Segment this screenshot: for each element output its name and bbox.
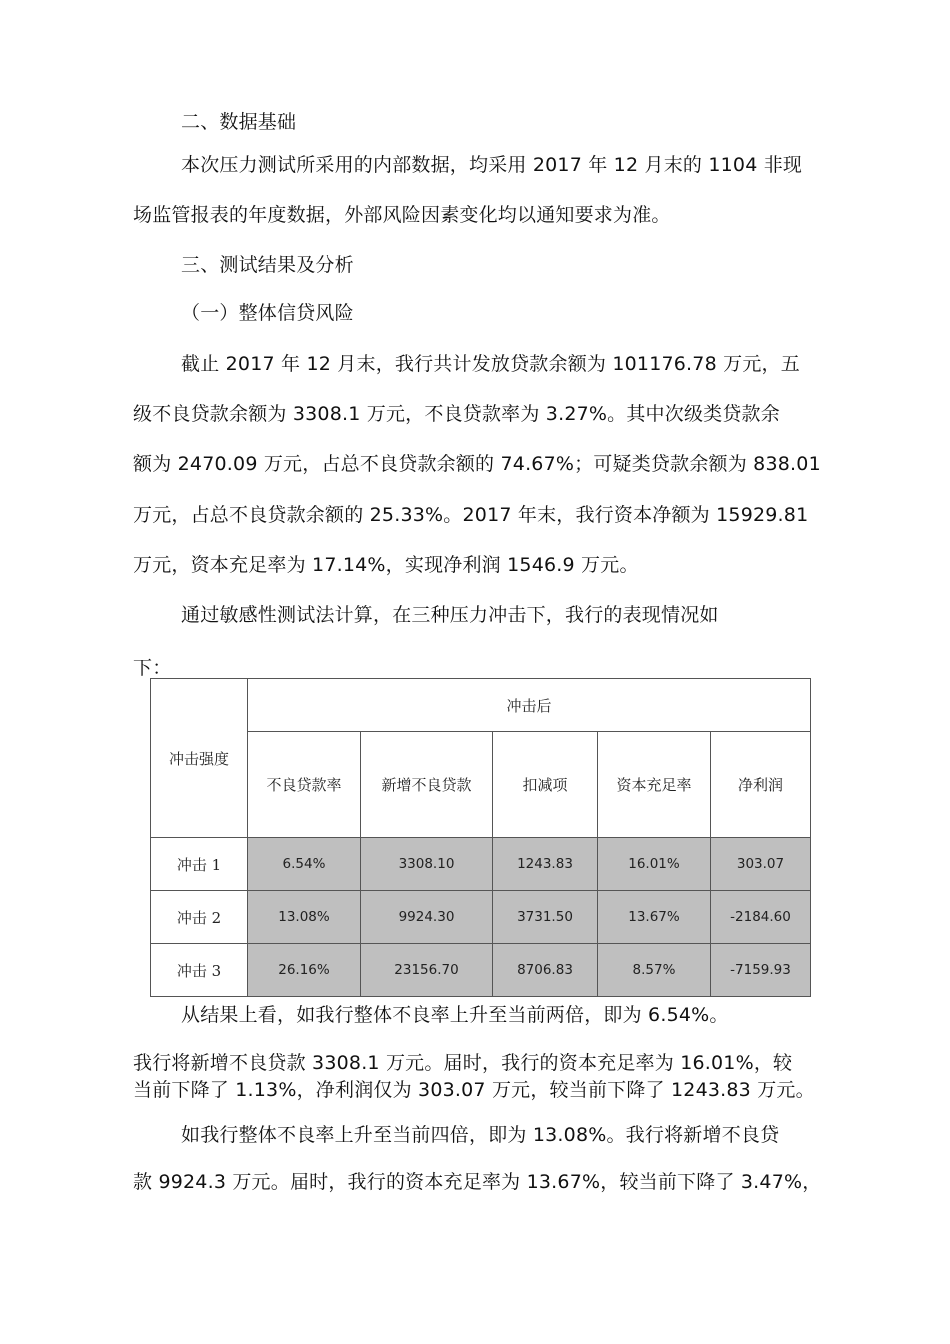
column-header: 净利润 xyxy=(711,732,811,838)
paragraph-line: 从结果上看，如我行整体不良率上升至当前两倍，即为 6.54%。 xyxy=(181,1004,729,1026)
table-cell: 303.07 xyxy=(711,838,811,891)
table-cell: 8.57% xyxy=(598,944,711,997)
table-cell: -7159.93 xyxy=(711,944,811,997)
paragraph-line: 额为 2470.09 万元，占总不良贷款余额的 74.67%；可疑类贷款余额为 838.01 xyxy=(133,453,821,475)
paragraph-line: 通过敏感性测试法计算，在三种压力冲击下，我行的表现情况如 xyxy=(181,604,719,626)
column-header: 不良贷款率 xyxy=(248,732,361,838)
row-label: 冲击 3 xyxy=(151,944,248,997)
table-cell: 6.54% xyxy=(248,838,361,891)
table-cell: 8706.83 xyxy=(493,944,598,997)
paragraph-line: 我行将新增不良贷款 3308.1 万元。届时，我行的资本充足率为 16.01%，较 xyxy=(133,1052,793,1074)
table-cell: 23156.70 xyxy=(361,944,493,997)
paragraph-line: 如我行整体不良率上升至当前四倍，即为 13.08%。我行将新增不良贷 xyxy=(181,1124,780,1146)
group-header-cell: 冲击后 xyxy=(248,679,811,732)
table-cell: 16.01% xyxy=(598,838,711,891)
paragraph-line: 万元，资本充足率为 17.14%，实现净利润 1546.9 万元。 xyxy=(133,554,639,576)
paragraph-line: 下： xyxy=(133,657,172,679)
row-label: 冲击 2 xyxy=(151,891,248,944)
table-row xyxy=(151,838,811,891)
table-cell: 13.67% xyxy=(598,891,711,944)
paragraph-line: 场监管报表的年度数据，外部风险因素变化均以通知要求为准。 xyxy=(133,204,671,226)
section-heading-results: 三、测试结果及分析 xyxy=(181,254,354,276)
column-header: 扣减项 xyxy=(493,732,598,838)
row-label: 冲击 1 xyxy=(151,838,248,891)
paragraph-line: 截止 2017 年 12 月末，我行共计发放贷款余额为 101176.78 万元，五 xyxy=(181,353,800,375)
column-header: 新增不良贷款 xyxy=(361,732,493,838)
table-cell: 3731.50 xyxy=(493,891,598,944)
paragraph-line: 级不良贷款余额为 3308.1 万元，不良贷款率为 3.27%。其中次级类贷款余 xyxy=(133,403,780,425)
table-cell: 9924.30 xyxy=(361,891,493,944)
paragraph-line: 万元，占总不良贷款余额的 25.33%。2017 年末，我行资本净额为 15929.81 xyxy=(133,504,809,526)
table-cell: 3308.10 xyxy=(361,838,493,891)
column-header: 资本充足率 xyxy=(598,732,711,838)
table-row xyxy=(151,891,811,944)
table-cell: 1243.83 xyxy=(493,838,598,891)
subsection-heading-credit-risk: （一）整体信贷风险 xyxy=(181,302,354,324)
table-cell: -2184.60 xyxy=(711,891,811,944)
paragraph-line: 本次压力测试所采用的内部数据，均采用 2017 年 12 月末的 1104 非现 xyxy=(181,154,803,176)
row-header-cell: 冲击强度 xyxy=(151,679,248,838)
paragraph-line: 当前下降了 1.13%，净利润仅为 303.07 万元，较当前下降了 1243.83 万元。 xyxy=(133,1079,815,1101)
table-row xyxy=(151,944,811,997)
section-heading-data-basis: 二、数据基础 xyxy=(181,111,297,133)
table-cell: 13.08% xyxy=(248,891,361,944)
stress-test-table xyxy=(150,678,811,997)
paragraph-line: 款 9924.3 万元。届时，我行的资本充足率为 13.67%，较当前下降了 3.47%， xyxy=(133,1171,822,1193)
table-cell: 26.16% xyxy=(248,944,361,997)
